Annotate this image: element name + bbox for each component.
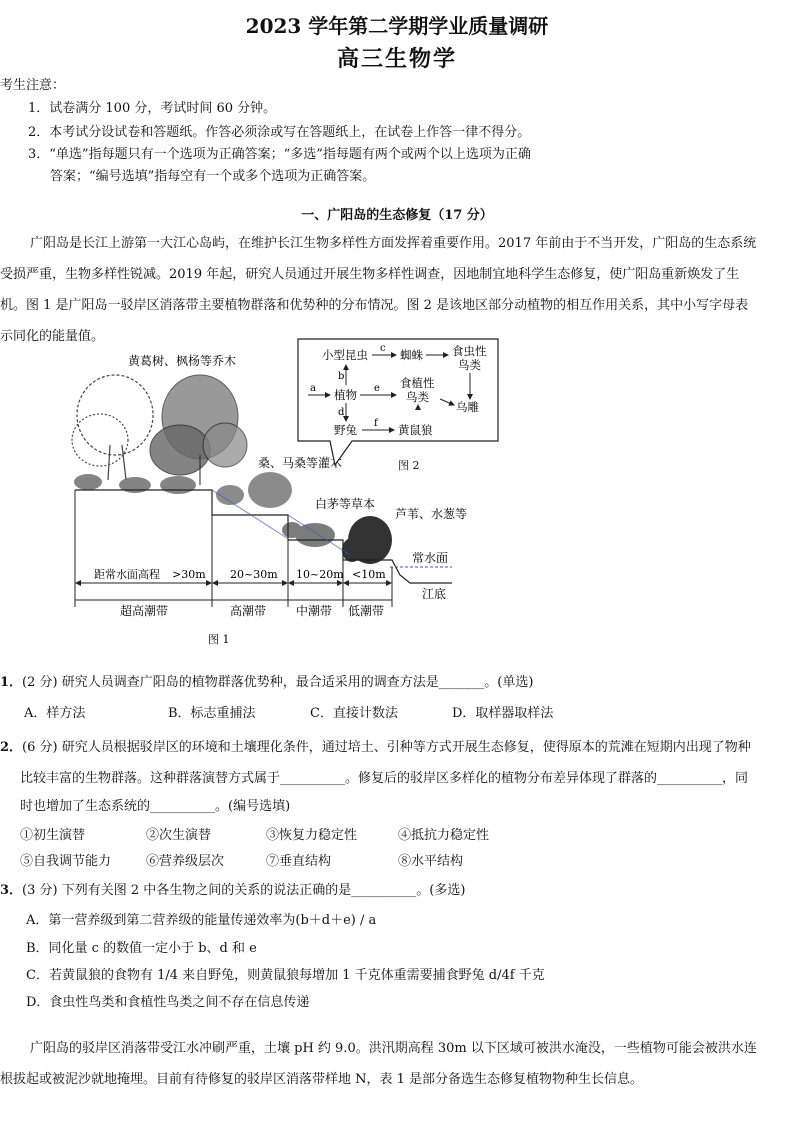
- option-7[interactable]: ⑦垂直结构: [266, 854, 332, 869]
- label-riverbed: 江底: [422, 587, 447, 601]
- figure2-foodweb: [290, 337, 505, 472]
- option-5[interactable]: ⑤自我调节能力: [20, 854, 112, 869]
- figure2-caption: 图 2: [398, 459, 420, 472]
- option-1[interactable]: ①初生演替: [20, 828, 86, 843]
- zone-label: 低潮带: [348, 604, 385, 618]
- label-trees: 黄葛树、枫杨等乔木: [128, 354, 237, 368]
- range-label-prefix: 距常水面高程: [94, 568, 160, 581]
- question-stem: 时也增加了生态系统的__________。(编号选填): [20, 799, 291, 814]
- edge-label: d: [338, 407, 345, 418]
- question-number: 3．: [0, 883, 23, 898]
- question-1: [0, 671, 533, 690]
- zone-label: 超高潮带: [120, 604, 169, 618]
- option-c[interactable]: C．直接计数法: [310, 706, 398, 721]
- question-stem: 研究人员调查广阳岛的植物群落优势种，最合适采用的调查方法是_______。(单选): [57, 675, 534, 690]
- question-stem: 比较丰富的生物群落。这种群落演替方式属于__________。修复后的驳岸区多样化的植物分布差异体现了群落的__________，同: [20, 771, 749, 786]
- edge-label: b: [338, 371, 345, 382]
- node-herbbird: 鸟类: [406, 390, 429, 404]
- range-label: 10~20m: [296, 568, 344, 581]
- paragraph-line: 根拔起或被泥沙就地掩埋。目前有待修复的驳岸区消落带样地 N，表 1 是部分备选生态修复植物物种生长信息。: [0, 1072, 644, 1087]
- question-number: 1．: [0, 675, 23, 690]
- node-rabbit: 野兔: [334, 423, 357, 437]
- label-water: 常水面: [412, 551, 449, 565]
- question-stem: 研究人员根据驳岸区的环境和土壤理化条件，通过培土、引种等方式开展生态修复，使得原本的荒滩在短期内出现了物种: [57, 740, 751, 755]
- node-herbbird: 食植性: [400, 376, 435, 390]
- option-3[interactable]: ③恢复力稳定性: [266, 828, 358, 843]
- option-d[interactable]: D．取样器取样法: [452, 706, 554, 721]
- question-score: (3 分): [22, 883, 58, 898]
- question-number: 2．: [0, 740, 23, 755]
- notice-heading: 考生注意：: [0, 78, 66, 93]
- exam-title: 2023 学年第二学期学业质量调研: [245, 14, 549, 38]
- edge-label: c: [380, 343, 386, 354]
- node-insect: 小型昆虫: [322, 348, 368, 362]
- node-spider: 蜘蛛: [400, 348, 423, 362]
- option-c[interactable]: C．若黄鼠狼的食物有 1/4 来自野兔，则黄鼠狼每增加 1 千克体重需要捕食野兔 d/4f 千克: [26, 968, 545, 983]
- node-eagle: 乌雕: [456, 400, 479, 414]
- grass-illustration: [282, 522, 335, 547]
- node-weasel: 黄鼠狼: [398, 423, 433, 437]
- question-score: (2 分): [22, 675, 58, 690]
- tree-illustration: [150, 375, 247, 485]
- option-a[interactable]: A．样方法: [24, 706, 86, 721]
- label-shrubs: 桑、马桑等灌木: [258, 456, 343, 470]
- section-title: 一、广阳岛的生态修复（17 分）: [301, 208, 493, 223]
- node-insectbird: 鸟类: [458, 358, 481, 372]
- bush-illustration: [74, 474, 196, 494]
- node-insectbird: 食虫性: [452, 344, 487, 358]
- label-grass: 白茅等草本: [315, 497, 376, 511]
- paragraph-line: 广阳岛的驳岸区消落带受江水冲刷严重，土壤 pH 约 9.0。洪汛期高程 30m 以下区域可被洪水淹没，一些植物可能会被洪水连: [30, 1041, 757, 1056]
- tree-illustration: [72, 375, 153, 480]
- zone-label: 高潮带: [230, 604, 267, 618]
- option-a[interactable]: A．第一营养级到第二营养级的能量传递效率为(b＋d＋e) / a: [26, 913, 377, 928]
- notice-item: 答案；“编号选填”指每空有一个或多个选项为正确答案。: [50, 169, 376, 184]
- reed-illustration: [342, 516, 392, 564]
- subject-title: 高三生物学: [336, 46, 457, 72]
- intro-line: 受损严重，生物多样性锐减。2019 年起，研究人员通过开展生物多样性调查，因地制宜地科学生态修复，使广阳岛重新焕发了生: [0, 267, 740, 282]
- figure1-caption: 图 1: [208, 633, 230, 646]
- question-2: [0, 736, 751, 755]
- option-b[interactable]: B．标志重捕法: [168, 706, 256, 721]
- option-4[interactable]: ④抵抗力稳定性: [398, 828, 490, 843]
- question-stem: 下列有关图 2 中各生物之间的关系的说法正确的是__________。(多选): [57, 883, 466, 898]
- option-b[interactable]: B．同化量 c 的数值一定小于 b、d 和 e: [26, 941, 257, 956]
- range-label: <10m: [352, 568, 386, 581]
- notice-item: 2．本考试分设试卷和答题纸。作答必须涂或写在答题纸上，在试卷上作答一律不得分。: [28, 125, 531, 140]
- intro-line: 示同化的能量值。: [0, 329, 105, 344]
- option-8[interactable]: ⑧水平结构: [398, 854, 464, 869]
- shrub-illustration: [216, 472, 292, 508]
- range-label: >30m: [172, 568, 206, 581]
- label-reeds: 芦苇、水葱等: [395, 507, 468, 521]
- notice-item: 1．试卷满分 100 分，考试时间 60 分钟。: [28, 101, 277, 116]
- notice-item: 3．“单选”指每题只有一个选项为正确答案；“多选”指每题有两个或两个以上选项为正确: [28, 147, 531, 162]
- zone-label: 中潮带: [296, 604, 333, 618]
- option-d[interactable]: D．食虫性鸟类和食植性鸟类之间不存在信息传递: [26, 995, 310, 1010]
- edge-label: e: [374, 383, 380, 394]
- option-6[interactable]: ⑥营养级层次: [146, 854, 225, 869]
- node-plant: 植物: [334, 388, 357, 402]
- edge-label: a: [310, 383, 316, 394]
- question-3: [0, 879, 465, 898]
- intro-line: 广阳岛是长江上游第一大江心岛屿，在维护长江生物多样性方面发挥着重要作用。2017 年前由于不当开发，广阳岛的生态系统: [30, 236, 757, 251]
- intro-line: 机。图 1 是广阳岛一驳岸区消落带主要植物群落和优势种的分布情况。图 2 是该地区部分动植物的相互作用关系，其中小写字母表: [0, 298, 749, 313]
- option-2[interactable]: ②次生演替: [146, 828, 212, 843]
- edge-label: f: [374, 418, 378, 429]
- question-score: (6 分): [22, 740, 58, 755]
- range-label: 20~30m: [230, 568, 278, 581]
